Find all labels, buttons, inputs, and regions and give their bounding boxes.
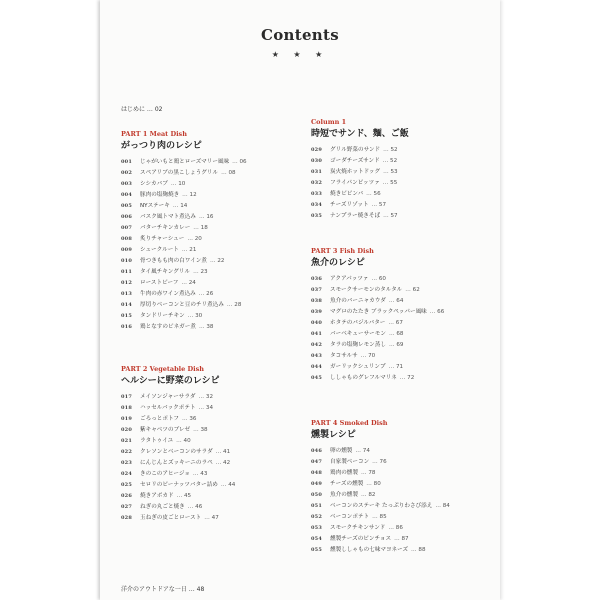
recipe-title: セロリのピーナッツバター詰め [140, 482, 218, 488]
recipe-number: 049 [311, 481, 323, 487]
page-number: … 22 [209, 258, 225, 264]
page-number: … 68 [388, 331, 404, 337]
toc-entry[interactable] [121, 179, 247, 190]
recipe-number: 004 [121, 192, 133, 198]
page-number: … 14 [172, 203, 188, 209]
recipe-number: 031 [311, 169, 323, 175]
recipe-number: 008 [121, 236, 133, 242]
recipe-number: 023 [121, 460, 133, 466]
page-number: … 57 [383, 213, 398, 219]
recipe-number: 012 [121, 280, 133, 286]
toc-entry[interactable] [121, 278, 247, 289]
recipe-title: チーズリゾット [330, 202, 369, 208]
toc-entry[interactable] [121, 502, 235, 513]
recipe-number: 043 [311, 353, 323, 359]
page-number: … 42 [215, 460, 231, 466]
toc-entry[interactable] [121, 256, 247, 267]
toc-entry[interactable] [121, 392, 235, 403]
toc-entry[interactable] [121, 190, 247, 201]
recipe-number: 009 [121, 247, 133, 253]
recipe-title: フライパンピッツァ [330, 180, 380, 186]
recipe-number: 021 [121, 438, 133, 444]
recipe-title: グリル野菜のサンド [330, 147, 381, 153]
recipe-number: 047 [311, 459, 323, 465]
recipe-title: 玉ねぎの皮ごとロースト [140, 515, 202, 521]
page-number: … 47 [204, 515, 219, 521]
toc-entry[interactable] [311, 362, 444, 373]
section-label: PART 1 Meat Dish [121, 130, 187, 138]
recipe-number: 007 [121, 225, 133, 231]
recipe-number: 014 [121, 302, 133, 308]
recipe-number: 046 [311, 448, 323, 454]
recipe-title: きのこのアヒージョ [140, 471, 190, 477]
recipe-title: ゴーダチーズサンド [330, 158, 380, 164]
page-number: … 86 [388, 525, 403, 531]
toc-entry[interactable] [311, 479, 450, 490]
page-number: … 12 [182, 192, 197, 198]
recipe-title: ローストビーフ [140, 280, 179, 286]
section-part2 [121, 364, 235, 524]
page-number: … 23 [193, 269, 208, 275]
toc-entry[interactable] [121, 469, 235, 480]
recipe-number: 041 [311, 331, 323, 337]
page-number: … 72 [399, 375, 415, 381]
recipe-title: 炙りチャーシュー [140, 236, 185, 242]
toc-entry[interactable] [121, 458, 235, 469]
toc-entry[interactable] [121, 157, 247, 168]
page-number: … 40 [176, 438, 191, 444]
recipe-number: 002 [121, 170, 133, 176]
section-label: PART 4 Smoked Dish [311, 419, 388, 427]
recipe-number: 034 [311, 202, 323, 208]
recipe-title: シュークルート [140, 247, 179, 253]
toc-entry[interactable] [311, 307, 444, 318]
recipe-number: 035 [311, 213, 323, 219]
recipe-title: アクアパッツァ [330, 276, 369, 282]
page-number: … 56 [366, 191, 381, 197]
page-number: … 08 [221, 170, 236, 176]
toc-entry[interactable] [311, 156, 409, 167]
page-number: … 36 [182, 416, 197, 422]
contents-title: Contents [260, 26, 339, 44]
toc-entry[interactable] [311, 329, 444, 340]
section-column1 [311, 117, 409, 222]
recipe-number: 003 [121, 181, 133, 187]
page-number: … 71 [388, 364, 404, 370]
toc-entry[interactable] [121, 289, 247, 300]
page-number: … 60 [371, 276, 386, 282]
recipe-number: 039 [311, 309, 323, 315]
recipe-title: ねぎの丸ごと焼き [140, 504, 185, 510]
page-number: … 44 [220, 482, 236, 488]
recipe-title: タラの塩麹レモン蒸し [330, 342, 386, 348]
page-number: … 38 [193, 427, 208, 433]
recipe-title: にんじんとズッキーニのラペ [140, 460, 213, 466]
toc-entry[interactable] [121, 436, 235, 447]
recipe-number: 029 [311, 147, 323, 153]
page-number: … 45 [176, 493, 192, 499]
section-heading: 燻製レシピ [311, 430, 356, 440]
recipe-title: 魚介の燻製 [330, 492, 358, 498]
recipe-title: ホタテのバジルバター [330, 320, 386, 326]
toc-entry[interactable] [121, 267, 247, 278]
recipe-title: タコサルサ [330, 353, 358, 359]
recipe-title: ししゃものグレフルマリネ [330, 375, 397, 381]
recipe-title: 牛肉の赤ワイン煮込み [140, 291, 196, 297]
recipe-number: 045 [311, 375, 323, 381]
recipe-title: 卵の燻製 [330, 448, 353, 454]
page-number: … 76 [372, 459, 387, 465]
recipe-title: 燻製ししゃもの七味マヨネーズ [330, 547, 409, 553]
page-number: … 16 [198, 214, 214, 220]
section-heading: 魚介のレシピ [311, 258, 365, 268]
page-number: … 57 [371, 202, 387, 208]
recipe-number: 030 [311, 158, 323, 164]
recipe-title: スペアリブの黒こしょうグリル [140, 170, 219, 176]
page-number: … 06 [232, 159, 247, 165]
recipe-title: シシカバブ [140, 181, 168, 187]
toc-entry[interactable] [121, 201, 247, 212]
toc-entry[interactable] [311, 534, 450, 545]
recipe-title: ベーコンのステーキ たっぷりわさび添え [330, 503, 433, 509]
recipe-number: 020 [121, 427, 133, 433]
recipe-number: 025 [121, 482, 133, 488]
page-number: … 87 [394, 536, 409, 542]
toc-entry[interactable] [311, 274, 444, 285]
toc-entry[interactable] [121, 403, 235, 414]
page-number: … 52 [382, 158, 398, 164]
toc-entry[interactable] [121, 168, 247, 179]
toc-entry[interactable] [121, 245, 247, 256]
toc-entry[interactable] [311, 490, 450, 501]
recipe-title: バーベキューサーモン [330, 331, 386, 337]
page-number: … 62 [405, 287, 420, 293]
recipe-title: 鶏肉の燻製 [330, 470, 358, 476]
recipe-number: 019 [121, 416, 133, 422]
page-number: … 84 [435, 503, 450, 509]
recipe-title: タイ風チキングリル [140, 269, 191, 275]
recipe-title: 炭火焼ホットドッグ [330, 169, 381, 175]
toc-entry[interactable] [311, 351, 444, 362]
recipe-title: 焼きビビンバ [330, 191, 364, 197]
page-number: … 18 [193, 225, 208, 231]
toc-entry[interactable] [311, 545, 450, 556]
toc-entry[interactable] [311, 145, 409, 156]
recipe-number: 017 [121, 394, 133, 400]
page-number: … 64 [388, 298, 404, 304]
toc-entry[interactable] [311, 178, 409, 189]
recipe-title: 厚切りベーコンと豆のチリ煮込み [140, 302, 224, 308]
recipe-number: 044 [311, 364, 323, 370]
recipe-title: NYステーキ [140, 203, 170, 209]
toc-entry[interactable] [121, 480, 235, 491]
section-label: Column 1 [311, 118, 347, 126]
recipe-number: 042 [311, 342, 323, 348]
section-heading: がっつり肉のレシピ [121, 141, 202, 151]
recipe-number: 053 [311, 525, 323, 531]
recipe-title: タンドリーチキン [140, 313, 185, 319]
recipe-title: スモークサーモンのタルタル [330, 287, 403, 293]
page-number: … 34 [198, 405, 214, 411]
recipe-number: 032 [311, 180, 323, 186]
page-number: … 66 [429, 309, 445, 315]
page-number: … 10 [170, 181, 186, 187]
toc-entry[interactable] [121, 300, 247, 311]
toc-entry[interactable] [311, 200, 409, 211]
toc-entry[interactable] [121, 513, 235, 524]
recipe-title: クレソンとベーコンのサラダ [140, 449, 213, 455]
star-ornament: ★ ★ ★ [271, 50, 329, 59]
page-number: … 30 [187, 313, 203, 319]
recipe-title: 燻製チーズのピンチョス [330, 536, 392, 542]
recipe-number: 026 [121, 493, 133, 499]
recipe-number: 028 [121, 515, 133, 521]
page-number: … 80 [366, 481, 381, 487]
toc-entry[interactable] [311, 211, 409, 222]
toc-entry[interactable] [121, 311, 247, 322]
toc-entry[interactable] [311, 167, 409, 178]
recipe-number: 005 [121, 203, 133, 209]
toc-entry[interactable] [311, 296, 444, 307]
recipe-title: チーズの燻製 [330, 481, 364, 487]
recipe-number: 027 [121, 504, 133, 510]
recipe-number: 024 [121, 471, 133, 477]
recipe-title: スモークチキンサンド [330, 525, 386, 531]
page-number: … 85 [372, 514, 387, 520]
recipe-number: 018 [121, 405, 133, 411]
recipe-title: 焼きアボカド [140, 493, 174, 499]
recipe-title: 鶏となすのビネガー煮 [140, 324, 196, 330]
recipe-number: 054 [311, 536, 323, 542]
page-number: … 32 [198, 394, 214, 400]
recipe-number: 015 [121, 313, 133, 319]
outro-entry: 洋介のアウトドアな一日 … 48 [121, 586, 205, 593]
toc-entry[interactable] [311, 501, 450, 512]
section-part1 [121, 129, 247, 333]
page-number: … 28 [226, 302, 242, 308]
toc-entry[interactable] [311, 468, 450, 479]
recipe-number: 001 [121, 159, 133, 165]
toc-entry[interactable] [311, 446, 450, 457]
page-number: … 52 [383, 147, 398, 153]
recipe-title: ハッセルバックポテト [140, 405, 196, 411]
recipe-number: 051 [311, 503, 323, 509]
toc-entry[interactable] [311, 189, 409, 200]
section-part4 [311, 418, 450, 556]
recipe-title: ごろっとポトフ [140, 416, 179, 422]
recipe-title: ナンプラー焼きそば [330, 213, 381, 219]
page-number: … 38 [198, 324, 214, 330]
recipe-number: 033 [311, 191, 323, 197]
page-number: … 46 [187, 504, 203, 510]
section-part3 [311, 246, 444, 384]
recipe-title: マグロのたたき ブラックペッパー風味 [330, 309, 427, 315]
toc-entry[interactable] [311, 373, 444, 384]
page-number: … 21 [181, 247, 197, 253]
recipe-title: 骨つきもも肉の白ワイン煮 [140, 258, 207, 264]
recipe-number: 013 [121, 291, 133, 297]
toc-entry[interactable] [311, 340, 444, 351]
section-heading: ヘルシーに野菜のレシピ [121, 376, 220, 386]
recipe-title: バターチキンカレー [140, 225, 191, 231]
recipe-title: ラタトゥイユ [140, 438, 174, 444]
toc-entry[interactable] [311, 512, 450, 523]
toc-entry[interactable] [121, 212, 247, 223]
intro-entry: はじめに … 02 [121, 106, 163, 113]
page-number: … 67 [388, 320, 403, 326]
recipe-number: 038 [311, 298, 323, 304]
section-label: PART 3 Fish Dish [311, 247, 374, 255]
recipe-number: 040 [311, 320, 323, 326]
section-label: PART 2 Vegetable Dish [121, 365, 205, 373]
page-number: … 82 [360, 492, 376, 498]
recipe-number: 050 [311, 492, 323, 498]
page-number: … 20 [187, 236, 202, 242]
recipe-number: 011 [121, 269, 133, 275]
page-number: … 53 [383, 169, 398, 175]
recipe-number: 052 [311, 514, 323, 520]
recipe-title: ガーリックシュリンプ [330, 364, 386, 370]
recipe-title: 豚肉の塩麹焼き [140, 192, 180, 198]
recipe-number: 036 [311, 276, 323, 282]
toc-entry[interactable] [311, 318, 444, 329]
recipe-number: 055 [311, 547, 323, 553]
page-number: … 24 [181, 280, 196, 286]
page-number: … 69 [388, 342, 404, 348]
recipe-number: 016 [121, 324, 133, 330]
toc-entry[interactable] [121, 234, 247, 245]
recipe-number: 022 [121, 449, 133, 455]
recipe-title: メイソンジャーサラダ [140, 394, 196, 400]
toc-entry[interactable] [121, 414, 235, 425]
page-number: … 26 [198, 291, 214, 297]
page-number: … 43 [192, 471, 208, 477]
toc-entry[interactable] [121, 425, 235, 436]
recipe-number: 037 [311, 287, 323, 293]
toc-entry[interactable] [311, 523, 450, 534]
recipe-title: 紫キャベツのブレゼ [140, 427, 191, 433]
toc-entry[interactable] [121, 322, 247, 333]
recipe-number: 048 [311, 470, 323, 476]
toc-entry[interactable] [311, 285, 444, 296]
recipe-title: バスク風トマト煮込み [140, 214, 196, 220]
recipe-number: 006 [121, 214, 133, 220]
toc-entry[interactable] [121, 223, 247, 234]
section-heading: 時短でサンド、麺、ご飯 [311, 129, 409, 139]
page-number: … 70 [360, 353, 376, 359]
recipe-title: 魚介のバーニャカウダ [330, 298, 386, 304]
page-number: … 88 [411, 547, 426, 553]
page-number: … 55 [382, 180, 398, 186]
recipe-title: じゃがいもと鶏とローズマリー風味 [140, 159, 230, 165]
toc-entry[interactable] [121, 447, 235, 458]
recipe-title: 自家製ベーコン [330, 459, 370, 465]
recipe-number: 010 [121, 258, 133, 264]
toc-entry[interactable] [121, 491, 235, 502]
page-number: … 41 [215, 449, 231, 455]
page-number: … 78 [360, 470, 376, 476]
toc-entry[interactable] [311, 457, 450, 468]
recipe-title: ベーコンポテト [330, 514, 370, 520]
page-number: … 74 [355, 448, 370, 454]
